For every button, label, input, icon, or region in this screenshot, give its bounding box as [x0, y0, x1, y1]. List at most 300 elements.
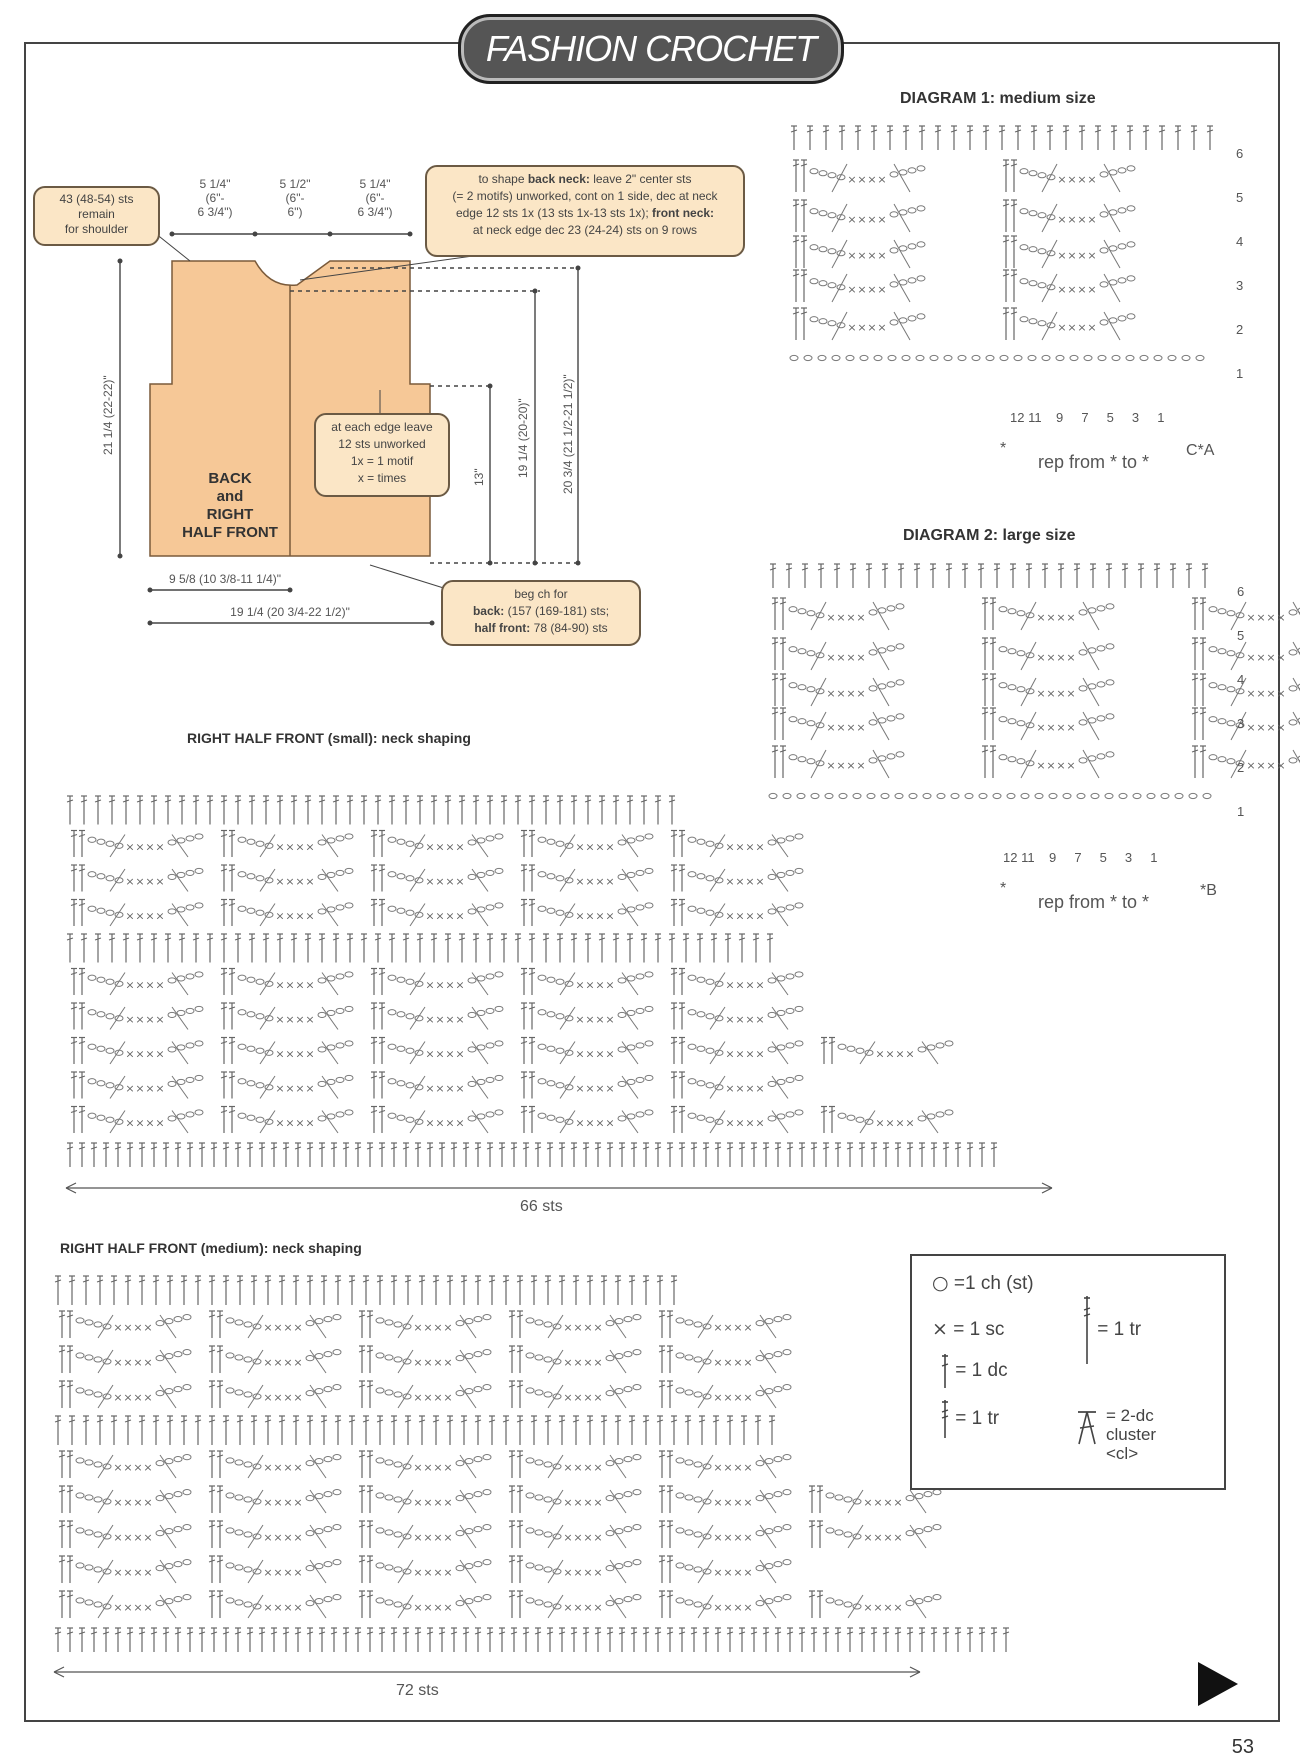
svg-text:×: × [433, 1461, 443, 1475]
legend-sc [932, 1318, 1004, 1341]
svg-text:×: × [857, 283, 867, 297]
svg-text:×: × [733, 1601, 743, 1615]
svg-text:×: × [867, 321, 877, 335]
svg-text:×: × [1036, 651, 1046, 665]
svg-text:×: × [123, 1531, 133, 1545]
svg-text:×: × [443, 1321, 453, 1335]
note-text: at neck edge dec 23 (24-24) sts on 9 rows [472, 223, 698, 237]
svg-text:×: × [425, 874, 435, 888]
svg-text:×: × [283, 1356, 293, 1370]
small-front-title: RIGHT HALF FRONT (small): neck shaping [187, 730, 471, 746]
svg-text:×: × [1077, 283, 1087, 297]
svg-text:×: × [425, 978, 435, 992]
svg-text:×: × [123, 1391, 133, 1405]
svg-text:×: × [273, 1321, 283, 1335]
svg-text:×: × [275, 1012, 285, 1026]
svg-text:×: × [133, 1531, 143, 1545]
shoulder-note-line: remain [78, 207, 115, 221]
svg-text:×: × [735, 1047, 745, 1061]
svg-text:×: × [1066, 759, 1076, 773]
svg-text:×: × [1056, 687, 1066, 701]
stitch-number: 9 [1049, 850, 1057, 865]
svg-text:×: × [846, 611, 856, 625]
chain-note [441, 580, 641, 646]
svg-text:×: × [857, 321, 867, 335]
row-number: 3 [1237, 716, 1245, 731]
medium-front-stitch-count: 72 sts [396, 1682, 439, 1699]
note-text: leave 2" center sts [589, 172, 692, 186]
svg-text:×: × [1276, 721, 1286, 735]
svg-text:×: × [113, 1321, 123, 1335]
row-number: 2 [1237, 760, 1245, 775]
svg-text:×: × [1056, 759, 1066, 773]
svg-text:×: × [1087, 283, 1097, 297]
height-dim-left: 21 1/4 (22-22)" [101, 375, 115, 455]
svg-text:×: × [135, 978, 145, 992]
svg-text:×: × [1256, 687, 1266, 701]
diagram2-mark: *B [1200, 882, 1217, 899]
svg-text:×: × [455, 840, 465, 854]
svg-text:×: × [755, 1116, 765, 1130]
svg-text:×: × [877, 283, 887, 297]
svg-text:×: × [143, 1391, 153, 1405]
edge-note [314, 413, 450, 497]
svg-text:×: × [293, 1531, 303, 1545]
svg-text:×: × [836, 611, 846, 625]
svg-text:×: × [445, 1116, 455, 1130]
svg-text:×: × [1056, 611, 1066, 625]
svg-text:×: × [455, 1047, 465, 1061]
svg-text:×: × [713, 1496, 723, 1510]
row-number: 1 [1236, 366, 1244, 381]
svg-text:×: × [295, 840, 305, 854]
diagram1-mark: C*A [1186, 442, 1215, 459]
dim-text: 6 3/4") [357, 205, 393, 219]
svg-text:×: × [1246, 687, 1256, 701]
svg-text:×: × [743, 1566, 753, 1580]
svg-text:×: × [585, 978, 595, 992]
svg-text:×: × [125, 874, 135, 888]
diagram2-star: * [1000, 880, 1007, 897]
svg-text:×: × [1276, 651, 1286, 665]
svg-text:×: × [433, 1391, 443, 1405]
legend-tr [940, 1398, 999, 1440]
svg-text:×: × [135, 909, 145, 923]
svg-text:×: × [575, 874, 585, 888]
svg-text:×: × [413, 1601, 423, 1615]
svg-text:×: × [725, 909, 735, 923]
svg-text:×: × [263, 1531, 273, 1545]
svg-text:×: × [873, 1531, 883, 1545]
stitch-number: 5 [1099, 850, 1107, 865]
shoulder-note-line: 43 (48-54) sts [59, 192, 134, 206]
svg-text:×: × [113, 1391, 123, 1405]
svg-text:×: × [285, 1116, 295, 1130]
note-text: beg ch for [514, 587, 568, 601]
svg-text:×: × [1256, 651, 1266, 665]
svg-text:×: × [583, 1391, 593, 1405]
svg-text:×: × [273, 1601, 283, 1615]
svg-text:×: × [1276, 759, 1286, 773]
svg-text:×: × [877, 249, 887, 263]
svg-text:×: × [273, 1496, 283, 1510]
svg-text:×: × [867, 213, 877, 227]
svg-text:×: × [745, 978, 755, 992]
svg-text:×: × [133, 1391, 143, 1405]
svg-text:×: × [425, 1047, 435, 1061]
svg-text:×: × [113, 1531, 123, 1545]
svg-text:×: × [113, 1601, 123, 1615]
svg-text:×: × [113, 1461, 123, 1475]
legend-tr-long [1082, 1294, 1141, 1366]
svg-text:×: × [605, 909, 615, 923]
bottom-dim-2: 19 1/4 (20 3/4-22 1/2)" [230, 605, 350, 619]
note-text: at each edge leave [331, 420, 433, 434]
note-bold: half front: [474, 621, 531, 635]
svg-text:×: × [713, 1566, 723, 1580]
svg-text:×: × [735, 1081, 745, 1095]
svg-text:×: × [443, 1601, 453, 1615]
svg-text:×: × [455, 978, 465, 992]
treble-crochet-long-icon [1082, 1294, 1092, 1366]
svg-text:×: × [293, 1566, 303, 1580]
svg-text:×: × [295, 1012, 305, 1026]
svg-text:×: × [877, 213, 887, 227]
stitch-number: 1 [1157, 410, 1165, 425]
svg-text:×: × [1066, 687, 1076, 701]
legend-text: = 1 sc [953, 1319, 1005, 1340]
double-crochet-icon [940, 1352, 950, 1390]
note-text: to shape [478, 172, 528, 186]
svg-text:×: × [135, 1012, 145, 1026]
piece-label-line: and [216, 488, 244, 505]
svg-text:×: × [295, 1081, 305, 1095]
svg-text:×: × [305, 1081, 315, 1095]
svg-text:×: × [413, 1321, 423, 1335]
svg-text:×: × [883, 1531, 893, 1545]
svg-text:×: × [293, 1496, 303, 1510]
row-number: 3 [1236, 278, 1244, 293]
svg-text:×: × [826, 611, 836, 625]
svg-text:×: × [735, 978, 745, 992]
svg-text:×: × [743, 1496, 753, 1510]
svg-text:×: × [1067, 321, 1077, 335]
svg-text:×: × [445, 1047, 455, 1061]
svg-text:×: × [745, 1012, 755, 1026]
svg-text:×: × [445, 1012, 455, 1026]
svg-text:×: × [595, 978, 605, 992]
svg-text:×: × [826, 651, 836, 665]
svg-text:×: × [295, 874, 305, 888]
svg-text:×: × [1057, 249, 1067, 263]
svg-text:×: × [123, 1321, 133, 1335]
legend-text: = 1 tr [955, 1408, 1000, 1430]
svg-text:×: × [145, 1047, 155, 1061]
svg-text:×: × [733, 1321, 743, 1335]
svg-text:×: × [743, 1356, 753, 1370]
svg-text:×: × [585, 1081, 595, 1095]
svg-text:×: × [575, 840, 585, 854]
note-bold: front neck: [652, 206, 715, 220]
svg-text:×: × [145, 874, 155, 888]
svg-text:×: × [595, 1012, 605, 1026]
svg-text:×: × [283, 1496, 293, 1510]
svg-text:×: × [295, 1047, 305, 1061]
diagram1-title: DIAGRAM 1: medium size [900, 90, 1096, 107]
svg-text:×: × [713, 1321, 723, 1335]
dim-text: (6"- [365, 191, 385, 205]
svg-text:×: × [836, 651, 846, 665]
svg-text:×: × [423, 1391, 433, 1405]
svg-text:×: × [275, 1047, 285, 1061]
svg-text:×: × [905, 1047, 915, 1061]
note-text: (157 (169-181) sts; [504, 604, 610, 618]
svg-text:×: × [875, 1116, 885, 1130]
svg-text:×: × [1057, 283, 1067, 297]
svg-text:×: × [155, 978, 165, 992]
svg-text:×: × [847, 249, 857, 263]
svg-text:×: × [1046, 611, 1056, 625]
svg-text:×: × [155, 1116, 165, 1130]
legend-text: = 1 tr [1097, 1319, 1142, 1341]
dim-text: 5 1/2" [279, 177, 311, 191]
svg-text:×: × [863, 1531, 873, 1545]
svg-text:×: × [893, 1601, 903, 1615]
svg-text:×: × [857, 249, 867, 263]
dim-text: 5 1/4" [199, 177, 231, 191]
stitch-number: 3 [1124, 850, 1133, 865]
svg-text:×: × [125, 1081, 135, 1095]
svg-text:×: × [133, 1356, 143, 1370]
dim-text: 6 3/4") [197, 205, 233, 219]
svg-text:×: × [583, 1356, 593, 1370]
top-dim-3 [345, 177, 405, 219]
svg-text:×: × [435, 1012, 445, 1026]
legend-text: = 2-dc cluster [1106, 1406, 1157, 1444]
svg-text:×: × [755, 840, 765, 854]
svg-text:×: × [1036, 611, 1046, 625]
svg-text:×: × [273, 1391, 283, 1405]
svg-text:×: × [413, 1356, 423, 1370]
svg-text:×: × [433, 1496, 443, 1510]
svg-text:×: × [143, 1601, 153, 1615]
svg-text:×: × [723, 1531, 733, 1545]
svg-text:×: × [885, 1047, 895, 1061]
shoulder-note [33, 186, 160, 246]
neck-note [425, 165, 745, 257]
svg-text:×: × [1276, 611, 1286, 625]
svg-text:×: × [755, 1012, 765, 1026]
svg-text:×: × [713, 1601, 723, 1615]
svg-text:×: × [563, 1496, 573, 1510]
svg-text:×: × [1046, 687, 1056, 701]
svg-text:×: × [585, 840, 595, 854]
stitch-number: 7 [1074, 850, 1082, 865]
svg-text:×: × [1077, 321, 1087, 335]
svg-text:×: × [1067, 249, 1077, 263]
svg-text:×: × [583, 1496, 593, 1510]
svg-text:×: × [723, 1601, 733, 1615]
svg-text:×: × [155, 909, 165, 923]
piece-label-line: RIGHT [206, 506, 254, 523]
svg-text:×: × [135, 874, 145, 888]
legend-dc [940, 1352, 1008, 1390]
svg-text:×: × [605, 874, 615, 888]
svg-text:×: × [723, 1356, 733, 1370]
svg-text:×: × [455, 1081, 465, 1095]
svg-text:×: × [113, 1356, 123, 1370]
svg-text:×: × [283, 1531, 293, 1545]
svg-text:×: × [443, 1461, 453, 1475]
svg-text:×: × [755, 1081, 765, 1095]
svg-text:×: × [445, 1081, 455, 1095]
svg-text:×: × [735, 1116, 745, 1130]
diagram1-row-numbers [1236, 132, 1243, 396]
stitch-number: 12 11 [1010, 410, 1042, 425]
svg-text:×: × [743, 1461, 753, 1475]
svg-text:×: × [423, 1601, 433, 1615]
page-number: 53 [1231, 1736, 1254, 1758]
svg-text:×: × [305, 1047, 315, 1061]
stitch-number: 3 [1131, 410, 1140, 425]
svg-text:×: × [735, 909, 745, 923]
svg-text:×: × [1067, 283, 1077, 297]
svg-text:×: × [295, 978, 305, 992]
svg-text:×: × [836, 759, 846, 773]
svg-text:×: × [285, 840, 295, 854]
svg-text:×: × [895, 1047, 905, 1061]
svg-text:×: × [423, 1496, 433, 1510]
small-front-chart [62, 788, 1062, 1173]
svg-text:×: × [605, 1012, 615, 1026]
svg-text:×: × [575, 978, 585, 992]
svg-text:×: × [1066, 611, 1076, 625]
svg-text:×: × [723, 1566, 733, 1580]
stitch-number: 7 [1081, 410, 1089, 425]
stitch-number: 9 [1056, 410, 1064, 425]
svg-text:×: × [755, 978, 765, 992]
row-number: 6 [1237, 584, 1245, 599]
svg-text:×: × [1066, 721, 1076, 735]
svg-text:×: × [263, 1391, 273, 1405]
row-number: 5 [1237, 628, 1245, 643]
diagram1-star: * [1000, 440, 1007, 457]
svg-text:×: × [877, 321, 887, 335]
svg-text:×: × [846, 759, 856, 773]
svg-text:×: × [583, 1531, 593, 1545]
svg-text:×: × [445, 840, 455, 854]
svg-text:×: × [573, 1321, 583, 1335]
svg-text:×: × [895, 1116, 905, 1130]
svg-text:×: × [1246, 759, 1256, 773]
svg-text:×: × [123, 1496, 133, 1510]
svg-text:×: × [433, 1356, 443, 1370]
svg-text:×: × [1087, 321, 1097, 335]
svg-text:×: × [1057, 321, 1067, 335]
top-dim-2 [265, 177, 325, 219]
svg-text:×: × [423, 1461, 433, 1475]
two-dc-cluster-icon [1074, 1406, 1100, 1446]
svg-text:×: × [1256, 759, 1266, 773]
svg-text:×: × [455, 1012, 465, 1026]
dim-text: 5 1/4" [359, 177, 391, 191]
note-text: (= 2 motifs) unworked, cont on 1 side, dec at neck [452, 189, 718, 203]
svg-text:×: × [113, 1496, 123, 1510]
svg-text:×: × [455, 909, 465, 923]
svg-text:×: × [877, 173, 887, 187]
svg-text:×: × [443, 1531, 453, 1545]
svg-text:×: × [723, 1496, 733, 1510]
svg-text:×: × [713, 1461, 723, 1475]
svg-text:×: × [733, 1356, 743, 1370]
section-title: FASHION CROCHET [485, 28, 817, 69]
svg-text:×: × [155, 1047, 165, 1061]
height-dim-20: 20 3/4 (21 1/2-21 1/2)" [561, 374, 575, 494]
svg-text:×: × [1046, 721, 1056, 735]
svg-text:×: × [143, 1356, 153, 1370]
svg-text:×: × [725, 1012, 735, 1026]
svg-text:×: × [847, 283, 857, 297]
svg-text:×: × [563, 1321, 573, 1335]
svg-text:×: × [733, 1566, 743, 1580]
svg-text:×: × [1036, 759, 1046, 773]
svg-text:×: × [263, 1496, 273, 1510]
svg-text:×: × [133, 1601, 143, 1615]
piece-label-line: BACK [208, 470, 252, 487]
medium-front-title: RIGHT HALF FRONT (medium): neck shaping [60, 1240, 362, 1256]
svg-text:×: × [863, 1496, 873, 1510]
row-number: 4 [1237, 672, 1245, 687]
svg-text:×: × [847, 321, 857, 335]
note-bold: back neck: [527, 172, 590, 186]
svg-text:×: × [145, 1116, 155, 1130]
svg-text:×: × [755, 874, 765, 888]
svg-text:×: × [433, 1601, 443, 1615]
svg-text:×: × [1266, 721, 1276, 735]
stitch-number: 5 [1106, 410, 1114, 425]
svg-text:×: × [725, 874, 735, 888]
row-number: 1 [1237, 804, 1245, 819]
legend-cluster [1074, 1406, 1177, 1463]
note-text: edge 12 sts 1x (13 sts 1x-13 sts 1x); [455, 206, 653, 220]
svg-text:×: × [745, 909, 755, 923]
diagram2-title: DIAGRAM 2: large size [903, 527, 1076, 544]
svg-text:×: × [573, 1531, 583, 1545]
note-text: 12 sts unworked [338, 437, 426, 451]
svg-text:×: × [145, 978, 155, 992]
row-number: 5 [1236, 190, 1244, 205]
svg-text:×: × [285, 874, 295, 888]
svg-text:×: × [275, 840, 285, 854]
svg-text:×: × [867, 249, 877, 263]
svg-text:×: × [1046, 651, 1056, 665]
legend-chain [932, 1272, 1034, 1295]
svg-text:×: × [893, 1496, 903, 1510]
svg-text:×: × [575, 1081, 585, 1095]
next-page-arrow-icon[interactable] [1196, 1660, 1240, 1708]
svg-text:×: × [573, 1461, 583, 1475]
svg-text:×: × [443, 1356, 453, 1370]
diagram2-row-numbers [1237, 570, 1244, 834]
svg-text:×: × [846, 651, 856, 665]
svg-text:×: × [563, 1601, 573, 1615]
svg-text:×: × [725, 840, 735, 854]
svg-text:×: × [735, 874, 745, 888]
dim-text: 6") [287, 205, 303, 219]
svg-text:×: × [573, 1391, 583, 1405]
svg-text:×: × [575, 1012, 585, 1026]
svg-text:×: × [826, 721, 836, 735]
